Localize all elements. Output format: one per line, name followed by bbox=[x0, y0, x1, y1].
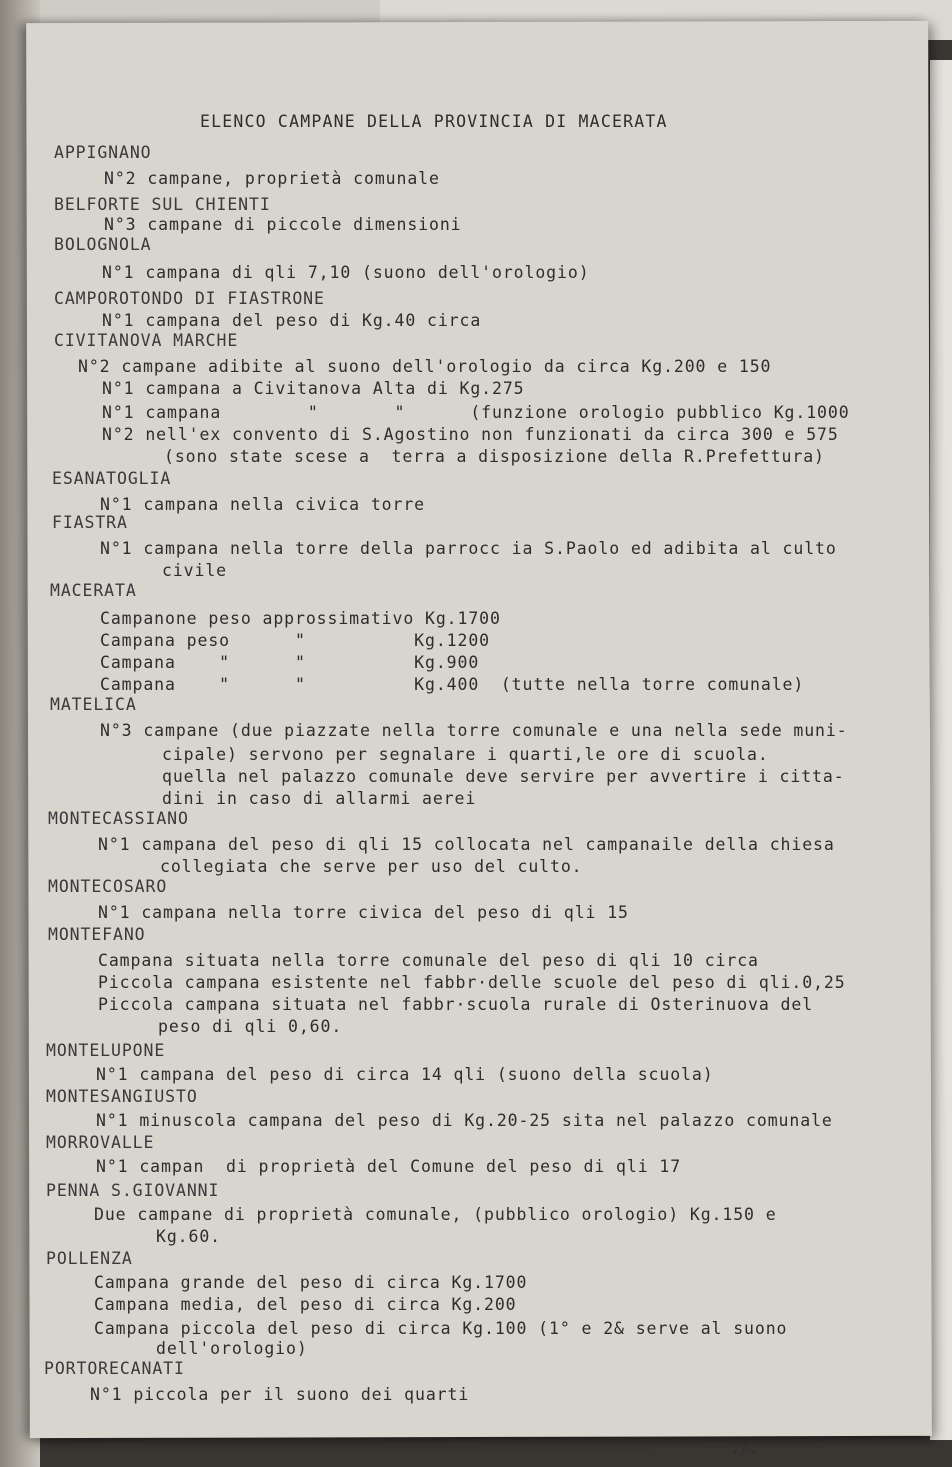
bell-entry-line: Due campane di proprietà comunale, (pubblico orologio) Kg.150 e bbox=[94, 1205, 777, 1224]
bell-entry-line: N°1 campana nella torre civica del peso di qli 15 bbox=[98, 903, 629, 922]
bell-entry-line: N°3 campane di piccole dimensioni bbox=[104, 215, 462, 234]
adjacent-sheet-right bbox=[930, 60, 952, 1440]
municipality-heading: MONTESANGIUSTO bbox=[46, 1087, 198, 1106]
municipality-heading: BOLOGNOLA bbox=[54, 235, 152, 254]
bell-entry-line: Piccola campana esistente nel fabbr·delle scuole del peso di qli.0,25 bbox=[98, 973, 846, 992]
bell-entry-line: Campana situata nella torre comunale del peso di qli 10 circa bbox=[98, 951, 759, 970]
municipality-heading: CIVITANOVA MARCHE bbox=[54, 331, 239, 350]
bell-entry-line: N°3 campane (due piazzate nella torre comunale e una nella sede muni- bbox=[100, 721, 848, 740]
municipality-heading: PENNA S.GIOVANNI bbox=[46, 1181, 220, 1200]
bell-entry-line: civile bbox=[162, 561, 228, 580]
bell-entry-line: N°1 piccola per il suono dei quarti bbox=[90, 1385, 470, 1404]
municipality-heading: MONTELUPONE bbox=[46, 1041, 166, 1060]
municipality-heading: ESANATOGLIA bbox=[52, 469, 172, 488]
bell-entry-line: Campanone peso approssimativo Kg.1700 bbox=[100, 609, 501, 628]
municipality-heading: POLLENZA bbox=[46, 1249, 133, 1268]
municipality-heading: APPIGNANO bbox=[54, 143, 152, 162]
bell-entry-line: Campana media, del peso di circa Kg.200 bbox=[94, 1295, 517, 1314]
bell-entry-line: N°1 campana del peso di Kg.40 circa bbox=[102, 311, 482, 330]
bell-entry-line: Campana " " Kg.400 (tutte nella torre comunale) bbox=[100, 675, 805, 694]
bell-entry-line: N°2 campane adibite al suono dell'orologio da circa Kg.200 e 150 bbox=[78, 357, 772, 376]
municipality-heading: MACERATA bbox=[50, 581, 137, 600]
bell-entry-line: N°1 campana del peso di qli 15 collocata nel campanaile della chiesa bbox=[98, 835, 835, 854]
bell-entry-line: Campana grande del peso di circa Kg.1700 bbox=[94, 1273, 528, 1292]
bell-entry-line: N°1 campana di qli 7,10 (suono dell'orologio) bbox=[102, 263, 590, 282]
bell-entry-line: N°2 campane, proprietà comunale bbox=[104, 169, 440, 188]
municipality-heading: BELFORTE SUL CHIENTI bbox=[54, 195, 271, 214]
bell-entry-line: Campana piccola del peso di circa Kg.100 (1° e 2& serve al suono bbox=[94, 1319, 788, 1338]
bell-entry-line: peso di qli 0,60. bbox=[158, 1017, 343, 1036]
bell-entry-line: N°1 campana nella civica torre bbox=[100, 495, 426, 514]
bell-entry-line: N°1 campana " " (funzione orologio pubblico Kg.1000 bbox=[102, 403, 850, 422]
bell-entry-line: quella nel palazzo comunale deve servire per avvertire i citta- bbox=[162, 767, 845, 786]
bell-entry-line: Campana " " Kg.900 bbox=[100, 653, 480, 672]
continuation-mark: ./. bbox=[730, 1438, 759, 1457]
municipality-heading: CAMPOROTONDO DI FIASTRONE bbox=[54, 289, 325, 308]
bell-entry-line: (sono state scese a terra a disposizione della R.Prefettura) bbox=[164, 447, 825, 466]
municipality-heading: MONTEFANO bbox=[48, 925, 146, 944]
municipality-heading: MONTECOSARO bbox=[48, 877, 168, 896]
municipality-heading: MORROVALLE bbox=[46, 1133, 155, 1152]
municipality-heading: MONTECASSIANO bbox=[48, 809, 189, 828]
bell-entry-line: N°1 campana nella torre della parrocc ia S.Paolo ed adibita al culto bbox=[100, 539, 837, 558]
bell-entry-line: dini in caso di allarmi aerei bbox=[162, 789, 477, 808]
bell-entry-line: Kg.60. bbox=[156, 1227, 222, 1246]
bell-entry-line: N°1 campana a Civitanova Alta di Kg.275 bbox=[102, 379, 525, 398]
bell-entry-line: cipale) servono per segnalare i quarti,le ore di scuola. bbox=[162, 745, 769, 764]
municipality-heading: FIASTRA bbox=[52, 513, 128, 532]
bell-entry-line: Campana peso " Kg.1200 bbox=[100, 631, 491, 650]
bell-entry-line: N°1 campana del peso di circa 14 qli (suono della scuola) bbox=[96, 1065, 714, 1084]
bell-entry-line: Piccola campana situata nel fabbr·scuola rurale di Osterinuova del bbox=[98, 995, 814, 1014]
bell-entry-line: N°1 minuscola campana del peso di Kg.20-25 sita nel palazzo comunale bbox=[96, 1111, 833, 1130]
bell-entry-line: collegiata che serve per uso del culto. bbox=[160, 857, 583, 876]
bell-entry-line: N°1 campan di proprietà del Comune del peso di qli 17 bbox=[96, 1157, 682, 1176]
bell-entry-line: N°2 nell'ex convento di S.Agostino non funzionati da circa 300 e 575 bbox=[102, 425, 839, 444]
document-title: ELENCO CAMPANE DELLA PROVINCIA DI MACERATA bbox=[200, 112, 668, 131]
bell-entry-line: dell'orologio) bbox=[156, 1339, 308, 1358]
municipality-heading: MATELICA bbox=[50, 695, 137, 714]
municipality-heading: PORTORECANATI bbox=[44, 1359, 185, 1378]
